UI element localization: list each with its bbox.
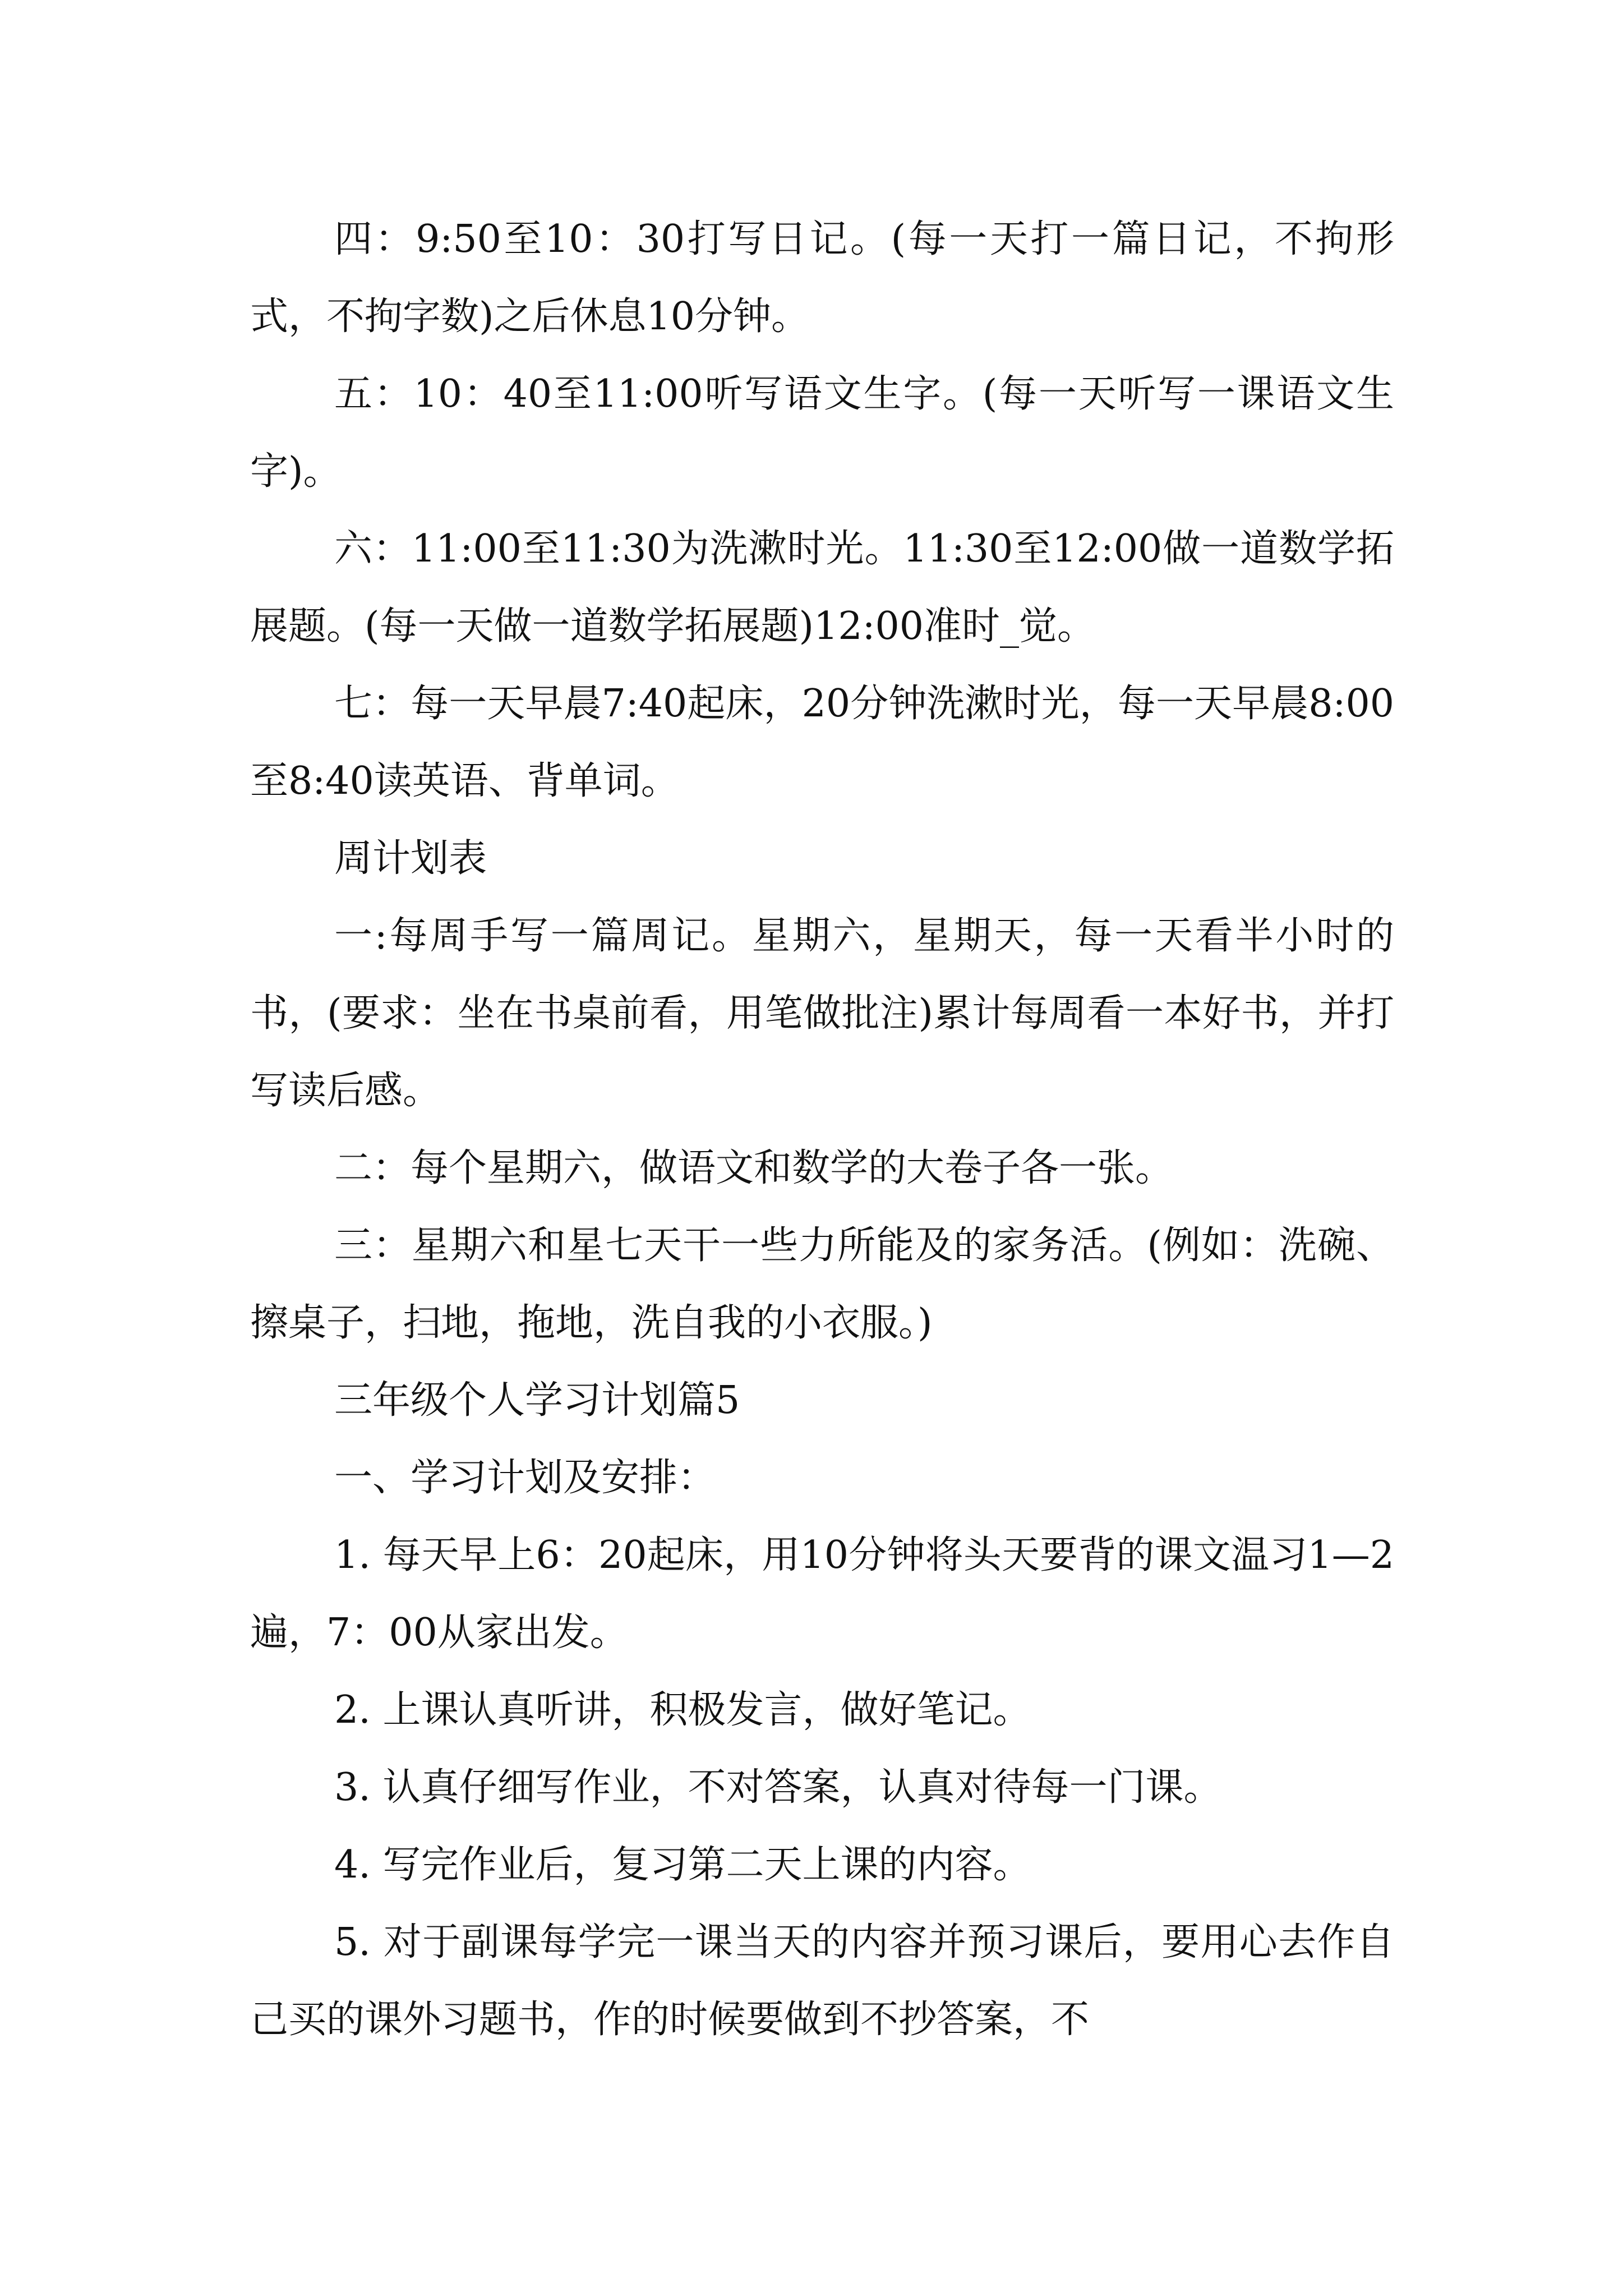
list-item-4: 4. 写完作业后，复习第二天上课的内容。 [334,1843,1031,1887]
paragraph-daily-plan-4: 四：9:50至10：30打写日记。(每一天打一篇日记，不拘形式，不拘字数)之后休息10分钟。 [250,217,1394,339]
paragraph-daily-plan-7: 七：每一天早晨7:40起床，20分钟洗漱时光，每一天早晨8:00至8:40读英语、背单词。 [250,682,1394,803]
paragraph-weekly-plan-2: 二：每个星期六，做语文和数学的大卷子各一张。 [334,1146,1174,1190]
heading-section-5: 三年级个人学习计划篇5 [334,1378,740,1423]
heading-weekly-plan: 周计划表 [334,836,487,881]
paragraph-weekly-plan-1: 一:每周手写一篇周记。星期六，星期天，每一天看半小时的书，(要求：坐在书桌前看，用笔做批注)累计每周看一本好书，并打写读后感。 [250,914,1394,1113]
document-body [250,201,1394,2059]
list-item-2: 2. 上课认真听讲，积极发言，做好笔记。 [334,1688,1031,1732]
paragraph-daily-plan-5: 五：10：40至11:00听写语文生字。(每一天听写一课语文生字)。 [250,372,1394,494]
paragraph-daily-plan-6: 六：11:00至11:30为洗漱时光。11:30至12:00做一道数学拓展题。(每一天做一道数学拓展题)12:00准时_觉。 [250,527,1394,648]
list-item-5: 5. 对于副课每学完一课当天的内容并预习课后，要用心去作自己买的课外习题书，作的时候要做到不抄答案，不 [250,1920,1394,2042]
heading-study-arrangement: 一、学习计划及安排： [334,1456,716,1500]
list-item-3: 3. 认真仔细写作业，不对答案，认真对待每一门课。 [334,1765,1222,1810]
paragraph-weekly-plan-3: 三：星期六和星七天干一些力所能及的家务活。(例如：洗碗、擦桌子，扫地，拖地，洗自我的小衣服。) [250,1223,1394,1345]
list-item-1: 1. 每天早上6：20起床，用10分钟将头天要背的课文温习1—2遍，7：00从家出发。 [250,1533,1394,1655]
